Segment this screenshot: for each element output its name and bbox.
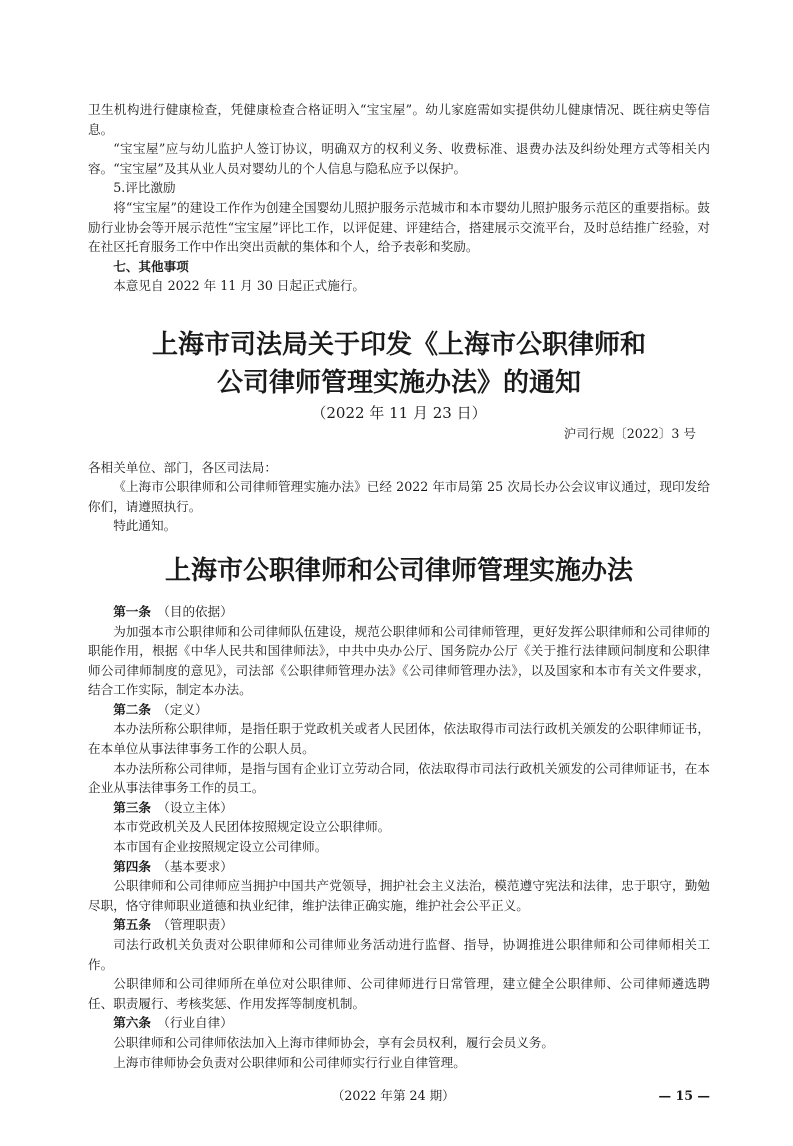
- salutation: 各相关单位、部门，各区司法局：: [88, 459, 277, 475]
- paragraph: 卫生机构进行健康检查，凭健康检查合格证明入“宝宝屋”。幼儿家庭需如实提供幼儿健康情况、既往病史等信息。: [88, 102, 710, 137]
- subsection-heading: 5.评比激励: [113, 180, 176, 196]
- article-label: 第六条: [113, 1015, 151, 1031]
- closing: 特此通知。: [113, 518, 177, 534]
- paragraph: 本意见自 2022 年 11 月 30 日起正式施行。: [113, 278, 366, 294]
- notice-title-line2: 公司律师管理实施办法》的通知: [216, 367, 581, 398]
- paragraph: 本市党政机关及人民团体按照规定设立公职律师。: [113, 819, 391, 835]
- paragraph: 《上海市公职律师和公司律师管理实施办法》已经 2022 年市局第 25 次局长办公会议审议通过，现印发给你们，请遵照执行。: [88, 479, 710, 514]
- regulation-articles: [88, 602, 710, 1072]
- section-heading: 七、其他事项: [113, 258, 189, 274]
- notice-title-line1: 上海市司法局关于印发《上海市公职律师和: [151, 329, 646, 360]
- article-label: 第四条: [113, 858, 151, 874]
- article: [88, 700, 710, 798]
- paragraph: 上海市律师协会负责对公职律师和公司律师实行行业自律管理。: [113, 1054, 466, 1070]
- article: [88, 1013, 710, 1072]
- paragraph: 司法行政机关负责对公职律师和公司律师业务活动进行监督、指导，协调推进公职律师和公司律师相关工作。: [88, 937, 710, 972]
- article-label: 第二条: [113, 701, 151, 717]
- paragraph: 公职律师和公司律师应当拥护中国共产党领导，拥护社会主义法治，模范遵守宪法和法律，忠于职守，勤勉尽职，恪守律师职业道德和执业纪律，维护法律正确实施，维护社会公平正义。: [88, 878, 710, 913]
- notice-date: （2022 年 11 月 23 日）: [311, 403, 487, 422]
- article: [88, 798, 710, 857]
- footer: [88, 1086, 710, 1106]
- article-topic: （设立主体）: [157, 799, 233, 815]
- paragraph: 本办法所称公司律师，是指与国有企业订立劳动合同，依法取得市司法行政机关颁发的公司律师证书，在本企业从事法律事务工作的员工。: [88, 760, 710, 796]
- article: [88, 915, 710, 1013]
- top-section: [88, 100, 710, 296]
- article-label: 第五条: [113, 917, 151, 933]
- article-topic: （行业自律）: [157, 1015, 233, 1031]
- paragraph: 将“宝宝屋”的建设工作作为创建全国婴幼儿照护服务示范城市和本市婴幼儿照护服务示范区的重要指标。鼓励行业协会等开展示范性“宝宝屋”评比工作，以评促建、评建结合，搭建展示交流平台，及时总结推广经验，对在社区托育服务工作中作出突出贡献的集体和个人，给予表彰和奖励。: [88, 199, 710, 255]
- paragraph: 为加强本市公职律师和公司律师队伍建设，规范公职律师和公司律师管理，更好发挥公职律师和公司律师的职能作用，根据《中华人民共和国律师法》，中共中央办公厅、国务院办公厅《关于推行法律顾问制度和公职律师公司律师制度的意见》，司法部《公职律师管理办法》《公司律师管理办法》，以及国家和本市有关文件要求，结合工作实际，制定本办法。: [88, 623, 710, 698]
- paragraph: “宝宝屋”应与幼儿监护人签订协议，明确双方的权利义务、收费标准、退费办法及纠纷处理方式等相关内容。“宝宝屋”及其从业人员对婴幼儿的个人信息与隐私应予以保护。: [88, 141, 710, 176]
- page-number: — 15 —: [658, 1088, 710, 1104]
- article: [88, 602, 710, 700]
- regulation-title: 上海市公职律师和公司律师管理实施办法: [164, 555, 633, 586]
- notice-body: [88, 458, 710, 536]
- article-topic: （管理职责）: [157, 917, 233, 933]
- article-label: 第三条: [113, 799, 151, 815]
- paragraph: 公职律师和公司律师所在单位对公职律师、公司律师进行日常管理，建立健全公职律师、公司律师遴选聘任、职责履行、考核奖惩、作用发挥等制度机制。: [88, 976, 710, 1011]
- document-number: 沪司行规〔2022〕3 号: [563, 425, 696, 441]
- article-label: 第一条: [113, 603, 151, 619]
- article-topic: （目的依据）: [157, 603, 233, 619]
- article-topic: （基本要求）: [157, 858, 233, 874]
- issue-label: （2022 年第 24 期）: [331, 1088, 455, 1104]
- paragraph: 本办法所称公职律师，是指任职于党政机关或者人民团体，依法取得市司法行政机关颁发的公职律师证书，在本单位从事法律事务工作的公职人员。: [88, 721, 710, 757]
- paragraph: 公职律师和公司律师依法加入上海市律师协会，享有会员权利，履行会员义务。: [113, 1034, 554, 1050]
- article: [88, 857, 710, 916]
- article-topic: （定义）: [157, 701, 208, 717]
- paragraph: 本市国有企业按照规定设立公司律师。: [113, 839, 328, 855]
